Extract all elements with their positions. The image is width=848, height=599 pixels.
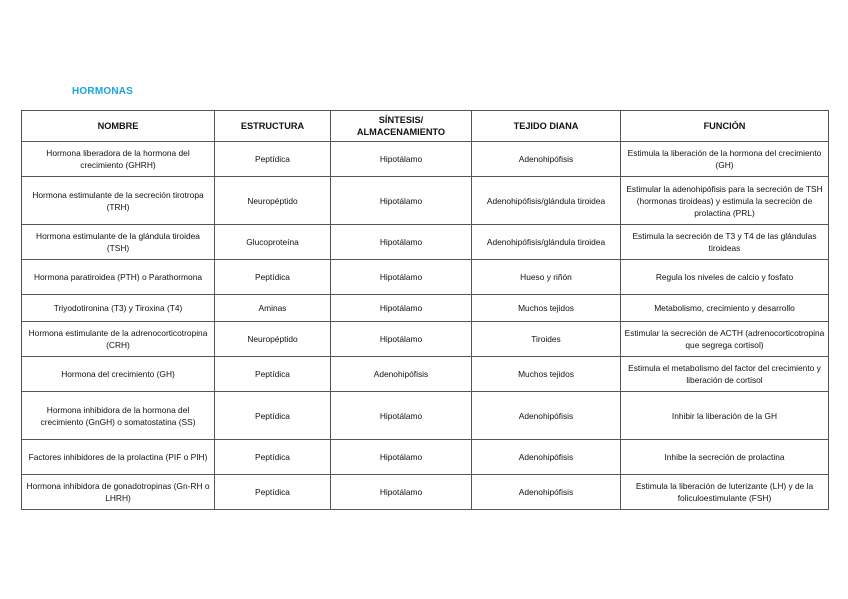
header-funcion: FUNCIÓN	[621, 111, 829, 142]
cell-sintesis: Adenohipófisis	[331, 357, 472, 392]
cell-tejido: Adenohipófisis	[472, 440, 621, 475]
header-tejido-diana: TEJIDO DIANA	[472, 111, 621, 142]
cell-funcion: Inhibir la liberación de la GH	[621, 392, 829, 440]
document-title: HORMONAS	[72, 86, 134, 97]
cell-funcion: Inhibe la secreción de prolactina	[621, 440, 829, 475]
table-row	[22, 357, 829, 392]
cell-tejido: Hueso y riñón	[472, 260, 621, 295]
table-row	[22, 260, 829, 295]
cell-sintesis: Hipotálamo	[331, 225, 472, 260]
cell-sintesis: Hipotálamo	[331, 322, 472, 357]
cell-funcion: Metabolismo, crecimiento y desarrollo	[621, 295, 829, 322]
cell-funcion: Estimula la secreción de T3 y T4 de las glándulas tiroideas	[621, 225, 829, 260]
cell-tejido: Adenohipófisis/glándula tiroidea	[472, 225, 621, 260]
cell-estructura: Neuropéptido	[215, 322, 331, 357]
cell-tejido: Muchos tejidos	[472, 295, 621, 322]
cell-nombre: Hormona del crecimiento (GH)	[22, 357, 215, 392]
cell-estructura: Peptídica	[215, 260, 331, 295]
table-row	[22, 322, 829, 357]
hormone-table	[21, 110, 829, 510]
cell-estructura: Peptídica	[215, 475, 331, 510]
header-sintesis: SÍNTESIS/ ALMACENAMIENTO	[331, 111, 472, 142]
cell-funcion: Estimula el metabolismo del factor del crecimiento y liberación de cortisol	[621, 357, 829, 392]
table-row	[22, 440, 829, 475]
cell-nombre: Hormona liberadora de la hormona del crecimiento (GHRH)	[22, 142, 215, 177]
cell-funcion: Estimula la liberación de la hormona del crecimiento (GH)	[621, 142, 829, 177]
cell-estructura: Peptídica	[215, 357, 331, 392]
cell-nombre: Hormona estimulante de la secreción tirotropa (TRH)	[22, 177, 215, 225]
table-row	[22, 475, 829, 510]
table-row	[22, 295, 829, 322]
table-row	[22, 225, 829, 260]
header-nombre: NOMBRE	[22, 111, 215, 142]
table-row	[22, 142, 829, 177]
cell-tejido: Tiroides	[472, 322, 621, 357]
cell-tejido: Muchos tejidos	[472, 357, 621, 392]
cell-sintesis: Hipotálamo	[331, 475, 472, 510]
cell-funcion: Regula los niveles de calcio y fosfato	[621, 260, 829, 295]
table-row	[22, 177, 829, 225]
cell-nombre: Hormona inhibidora de gonadotropinas (Gn-RH o LHRH)	[22, 475, 215, 510]
cell-funcion: Estimular la secreción de ACTH (adrenocorticotropina que segrega cortisol)	[621, 322, 829, 357]
cell-nombre: Hormona paratiroidea (PTH) o Parathormona	[22, 260, 215, 295]
cell-nombre: Hormona estimulante de la glándula tiroidea (TSH)	[22, 225, 215, 260]
cell-estructura: Peptídica	[215, 440, 331, 475]
cell-estructura: Peptídica	[215, 392, 331, 440]
cell-estructura: Glucoproteína	[215, 225, 331, 260]
cell-nombre: Factores inhibidores de la prolactina (PIF o PIH)	[22, 440, 215, 475]
cell-sintesis: Hipotálamo	[331, 295, 472, 322]
cell-funcion: Estimula la liberación de luterizante (LH) y de la foliculoestimulante (FSH)	[621, 475, 829, 510]
cell-sintesis: Hipotálamo	[331, 260, 472, 295]
cell-nombre: Hormona inhibidora de la hormona del crecimiento (GnGH) o somatostatina (SS)	[22, 392, 215, 440]
table-row	[22, 392, 829, 440]
cell-estructura: Peptídica	[215, 142, 331, 177]
cell-sintesis: Hipotálamo	[331, 142, 472, 177]
cell-sintesis: Hipotálamo	[331, 440, 472, 475]
cell-estructura: Neuropéptido	[215, 177, 331, 225]
header-estructura: ESTRUCTURA	[215, 111, 331, 142]
cell-sintesis: Hipotálamo	[331, 392, 472, 440]
cell-tejido: Adenohipófisis	[472, 392, 621, 440]
cell-estructura: Aminas	[215, 295, 331, 322]
cell-sintesis: Hipotálamo	[331, 177, 472, 225]
cell-tejido: Adenohipófisis	[472, 475, 621, 510]
table-header-row	[22, 111, 829, 142]
cell-nombre: Triyodotironina (T3) y Tiroxina (T4)	[22, 295, 215, 322]
cell-tejido: Adenohipófisis	[472, 142, 621, 177]
cell-tejido: Adenohipófisis/glándula tiroidea	[472, 177, 621, 225]
cell-nombre: Hormona estimulante de la adrenocorticotropina (CRH)	[22, 322, 215, 357]
cell-funcion: Estimular la adenohipófisis para la secreción de TSH (hormonas tiroideas) y estimula la secreción de prolactina (PRL)	[621, 177, 829, 225]
